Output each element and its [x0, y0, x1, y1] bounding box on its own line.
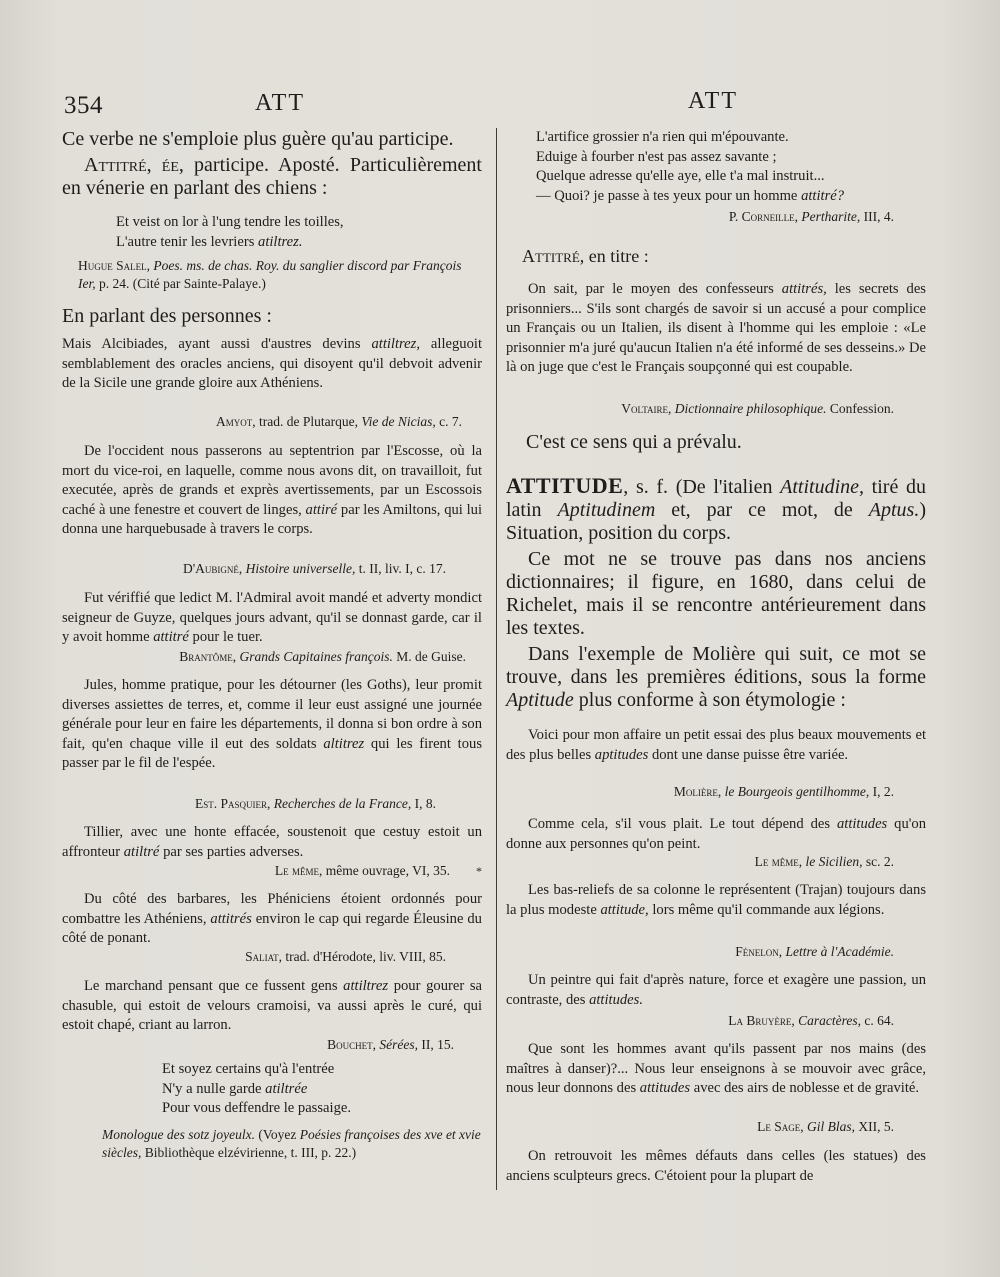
citation-work: Grands Capitaines françois. — [239, 649, 393, 664]
quote-text: Un peintre qui fait d'après nature, force et exagère une passion, un contraste, des — [506, 972, 926, 1008]
citation-author: Amyot, — [216, 414, 256, 429]
citation-work: Histoire universelle, — [245, 561, 356, 576]
paragraph-text: Ce verbe ne s'emploie plus guère qu'au participe. — [62, 128, 454, 150]
quote-text: par les Amiltons, qui lui donna une harquebusade à travers le corps. — [62, 501, 483, 538]
citation — [506, 853, 894, 871]
quotation — [62, 442, 482, 540]
quotation — [62, 589, 482, 648]
citation-ref: M. de Guise. — [396, 649, 466, 664]
quote-text: pour le tuer. — [188, 629, 263, 646]
emphasis: Aptitudinem — [557, 499, 656, 521]
quotation — [62, 676, 482, 774]
running-head-right: ATT — [688, 88, 738, 114]
quotation — [506, 971, 926, 1010]
paragraph-text: En parlant des personnes : — [62, 305, 272, 327]
paragraph — [522, 245, 926, 268]
entry-text: tiré du latin — [506, 476, 926, 521]
running-head-left: ATT — [255, 90, 305, 116]
citation — [62, 413, 462, 431]
citation-author: La Bruyère, — [728, 1013, 795, 1028]
emphasis: attitudes. — [589, 991, 643, 1008]
emphasis: atiltrée — [265, 1080, 308, 1097]
citation-work: Pertharite, — [801, 209, 861, 224]
quotation — [506, 1040, 926, 1099]
emphasis: attitude, — [600, 901, 649, 918]
citation-author: Le même, — [754, 854, 803, 869]
citation-author: P. Corneille, — [728, 209, 798, 224]
citation-work: Poes. ms. de chas. Roy. du sanglier discord par François Ier, — [78, 258, 462, 291]
citation-work: Caractères, — [798, 1013, 861, 1028]
citation-author: Est. Pasquier, — [195, 796, 271, 811]
paragraph — [506, 643, 926, 712]
quotation — [62, 823, 482, 862]
emphasis: Attitudine, — [780, 476, 865, 498]
paragraph-text: C'est ce sens qui a prévalu. — [526, 431, 742, 453]
quote-text: qui les firent tous passer par le fil de l'espée. — [62, 735, 482, 772]
emphasis: Aptus. — [868, 499, 920, 521]
citation-author: Voltaire, — [621, 401, 672, 416]
citation-work: Dictionnaire philosophique. — [674, 401, 827, 416]
quotation — [62, 335, 482, 394]
quote-text: Le marchand pensant que ce fussent gens — [84, 978, 344, 994]
verse-line: Quelque adresse qu'elle aye, elle t'a mal instruit... — [536, 168, 825, 185]
verse — [116, 213, 476, 252]
citation-ref: XII, 5. — [858, 1119, 894, 1134]
citation — [506, 1118, 894, 1136]
citation — [506, 943, 894, 961]
page-number: 354 — [64, 92, 103, 119]
citation-author: Fénelon, — [735, 944, 783, 959]
paragraph — [526, 431, 926, 454]
citation-work: le Bourgeois gentilhomme, — [724, 784, 870, 799]
emphasis: attitrés, — [781, 281, 827, 297]
citation-ref: p. 24. (Cité par Sainte-Palaye.) — [99, 276, 266, 291]
entry-text: et, par ce mot, de — [655, 499, 869, 521]
citation — [506, 783, 894, 801]
citation-work: Monologue des sotz joyeulx. — [102, 1127, 255, 1142]
verse — [162, 1060, 482, 1119]
paragraph-text: en titre : — [584, 246, 649, 266]
citation — [62, 1036, 454, 1054]
citation — [506, 400, 894, 418]
quote-text: dont une danse puisse être variée. — [648, 746, 849, 763]
citation-author: D'Aubigné, — [182, 561, 243, 576]
emphasis: attitré — [153, 629, 189, 646]
citation — [62, 948, 446, 966]
citation — [62, 795, 436, 813]
marginal-asterisk: * — [476, 864, 482, 878]
verse-line: — Quoi? je passe à tes yeux pour un homme — [536, 187, 802, 204]
quote-text: environ le cap qui regarde Éleusine du côté de ponant. — [62, 910, 482, 947]
verse-line: L'artifice grossier n'a rien qui m'épouvante. — [536, 129, 789, 145]
quote-text: On sait, par le moyen des confesseurs — [528, 281, 782, 297]
citation-author: Bouchet, — [327, 1037, 377, 1052]
term: Attitré, — [522, 246, 585, 266]
citation-author: Saliat, — [245, 949, 282, 964]
citation-ref: t. II, liv. I, c. 17. — [358, 561, 446, 576]
emphasis: attitré? — [801, 187, 845, 204]
quotation — [62, 977, 482, 1036]
paragraph-text: participe. Aposté. Particulièrement en vénerie en parlant des chiens : — [62, 154, 482, 199]
verse-line: Et veist on lor à l'ung tendre les toilles, — [116, 214, 344, 230]
emphasis: atiltrez. — [258, 233, 303, 250]
emphasis: atiltré — [123, 843, 160, 860]
citation-ref: sc. 2. — [865, 854, 894, 869]
citation — [62, 560, 446, 578]
emphasis: aptitudes — [594, 746, 649, 763]
citation-ref: même ouvrage, VI, 35. — [325, 863, 450, 878]
citation-ref: trad. d'Hérodote, liv. VIII, 85. — [285, 949, 446, 964]
citation-work: Sérées, — [379, 1037, 418, 1052]
verse — [536, 128, 936, 206]
emphasis: Aptitude — [506, 689, 574, 711]
citation-author: Le même, — [274, 863, 323, 878]
citation-author: Hugue Salel, — [78, 258, 150, 273]
citation — [62, 648, 466, 666]
citation — [62, 862, 450, 880]
quote-text: qu'on donne aux personnes qu'on peint. — [506, 816, 926, 852]
quote-text: avec des airs de noblesse et de gravité. — [690, 1080, 920, 1097]
verse-line: L'autre tenir les levriers — [116, 233, 259, 250]
citation-work: Poésies françoises des xve et xvie siècles, — [102, 1127, 481, 1160]
emphasis: attiré — [305, 501, 338, 518]
emphasis: altitrez — [323, 735, 365, 752]
quote-text: Comme cela, s'il vous plait. Le tout dépend des — [528, 816, 837, 832]
quote-text: Tillier, avec une honte effacée, soustenoit que cestuy estoit un affronteur — [62, 824, 482, 860]
quotation — [62, 890, 482, 949]
entry-text: , s. f. (De l'italien — [623, 476, 781, 498]
quote-text: par ses parties adverses. — [159, 843, 304, 860]
citation-work: Vie de Nicias, — [361, 414, 436, 429]
paragraph — [62, 305, 482, 328]
citation-work: le Sicilien, — [805, 854, 863, 869]
citation-ref: trad. de Plutarque, — [259, 414, 359, 429]
quote-text: On retrouvoit les mêmes défauts dans celles (les statues) des anciens sculpteurs grecs. C'étoient pour la plupart de — [506, 1148, 926, 1184]
quote-text: lors même qu'il commande aux légions. — [648, 901, 885, 918]
quotation — [506, 726, 926, 765]
entry-text: ) Situation, position du corps. — [506, 499, 927, 544]
quote-text: Fut vériffié que ledict M. l'Admiral avoit mandé et adverty mondict seigneur de Guyze, quelques jours advant, qu'il se donnast garde, car il y avoit homme — [62, 590, 482, 646]
citation-ref: II, 15. — [421, 1037, 454, 1052]
quote-text: De l'occident nous passerons au septentrion par l'Escosse, où la mort du vice-roi, en laquelle, comme nous avons dit, on travailloit, fut executée, après de grands et exprès avertissements, par un Escossois caché à une fenestre et couvert de linges, — [62, 443, 482, 518]
emphasis: attitudes — [639, 1080, 691, 1097]
citation — [506, 208, 894, 226]
quotation — [506, 1147, 926, 1186]
quotation — [506, 881, 926, 920]
paragraph — [62, 154, 482, 200]
citation — [78, 257, 480, 293]
paragraph-text: Dans l'exemple de Molière qui suit, ce mot se trouve, dans les premières éditions, sous la forme — [506, 643, 926, 688]
citation-author: Le Sage, — [757, 1119, 804, 1134]
citation-ref: I, 8. — [414, 796, 436, 811]
term: Attitré, ée, — [84, 154, 184, 176]
quotation — [506, 815, 926, 854]
citation-ref: c. 64. — [864, 1013, 894, 1028]
citation-author: Brantôme, — [179, 649, 237, 664]
citation-work: Gil Blas, — [806, 1119, 855, 1134]
quote-text: Les bas-reliefs de sa colonne le représentent (Trajan) toujours dans la plus modeste — [506, 882, 926, 918]
quote-text: Voici pour mon affaire un petit essai des plus beaux mouvements et des plus belles — [506, 727, 926, 763]
emphasis: attiltrez, — [371, 336, 420, 352]
citation-ref: (Voyez — [258, 1127, 297, 1142]
citation-ref: Confession. — [829, 401, 894, 416]
emphasis: attitudes — [836, 816, 888, 832]
citation-ref: III, 4. — [863, 209, 894, 224]
paragraph-text: plus conforme à son étymologie : — [573, 689, 846, 711]
citation-ref: c. 7. — [439, 414, 462, 429]
citation — [506, 1012, 894, 1030]
citation-author: Molière, — [673, 784, 722, 799]
verse-line: Et soyez certains qu'à l'entrée — [162, 1061, 335, 1077]
column-divider — [496, 128, 497, 1190]
verse-line: N'y a nulle garde — [162, 1080, 266, 1097]
quote-text: Que sont les hommes avant qu'ils passent par nos mains (des maîtres à danser)?... Nous leur enseignons à se mouvoir avec grâce, nous leur donnons des — [506, 1041, 926, 1097]
paragraph — [506, 548, 926, 640]
emphasis: attiltrez — [343, 978, 389, 994]
citation — [102, 1126, 484, 1162]
citation-ref: I, 2. — [872, 784, 894, 799]
quote-text: Mais Alcibiades, ayant aussi d'austres devins — [62, 336, 372, 352]
citation-work: Recherches de la France, — [273, 796, 412, 811]
paragraph — [62, 128, 482, 151]
quote-text: les secrets des prisonniers... S'ils sont chargés de savoir si un accusé a pour complice un Français ou un Italien, ils disent à l'homme qui les emploie : «Le prisonnier m'a juré qu'aucun Italien n'a été informé de ses desseins.» De là on juge que c'est le Français soupçonné qui est coupable. — [506, 281, 926, 376]
quote-text: Du côté des barbares, les Phéniciens étoient ordonnés pour combattre les Athéniens, — [62, 891, 482, 927]
quote-text: Jules, homme pratique, pour les détourner (les Goths), leur promit diverses assiettes de terres, et, comme il leur eust assigné une journée générale pour leur en faire les départements, il donna si bon ordre à son fait, qu'en chaque ville il eut des soldats — [62, 677, 482, 752]
quote-text: alleguoit semblablement des oracles anciens, qui disoyent qu'il debvoit advenir de la Sicile une grande gloire aux Athéniens. — [62, 336, 482, 392]
paragraph-text: Ce mot ne se trouve pas dans nos anciens dictionnaires; il figure, en 1680, dans celui de Richelet, mais il se rencontre antérieurement dans les textes. — [506, 548, 926, 639]
emphasis: attitrés — [210, 910, 252, 927]
citation-work: Lettre à l'Académie. — [785, 944, 894, 959]
verse-line: Eduige à fourber n'est pas assez savante ; — [536, 148, 777, 165]
dictionary-entry — [506, 474, 926, 545]
citation-ref: Bibliothèque elzévirienne, t. III, p. 22.) — [144, 1145, 357, 1160]
quotation — [506, 280, 926, 378]
verse-line: Pour vous deffendre le passaige. — [162, 1100, 351, 1117]
quote-text: pour gourer sa chasuble, qui estoit de velours cramoisi, va aussi après le curé, qui estoit chapé, criant au larron. — [62, 978, 482, 1034]
headword: ATTITUDE — [506, 473, 624, 498]
